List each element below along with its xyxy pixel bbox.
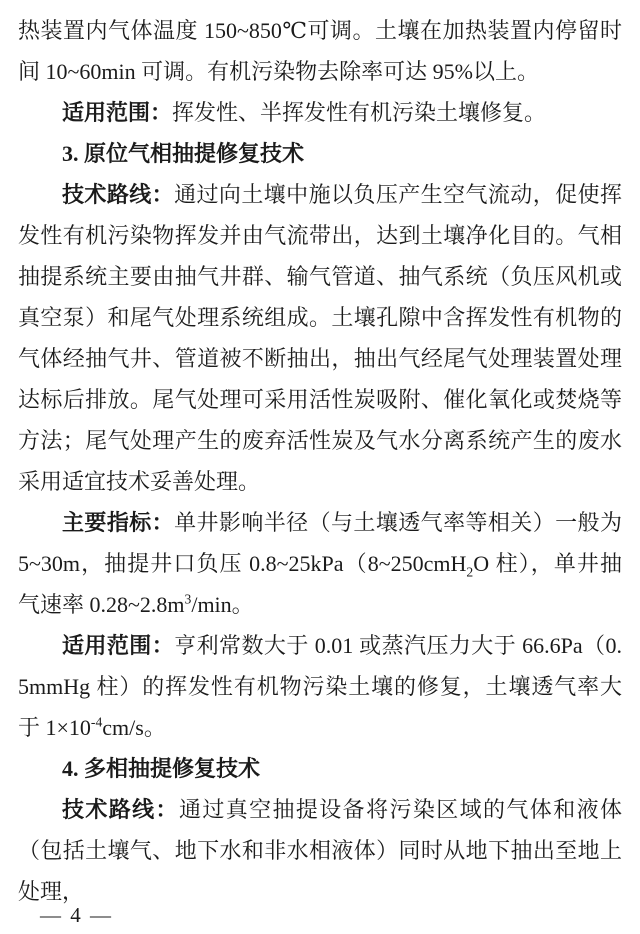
para-continuation-thermal-desorption: [18, 10, 622, 92]
para-indicators-soil-vapor-extraction-run: O 柱），单井抽气速率 0.28~2.8m: [18, 551, 623, 617]
para-indicators-soil-vapor-extraction: [18, 502, 622, 625]
para-continuation-thermal-desorption-run: 热装置内气体温度 150~850℃可调。土壤在加热装置内停留时间 10~60min 可调。有机污染物去除率可达 95%以上。: [18, 18, 622, 84]
heading-4-multiphase-extraction: [18, 748, 622, 789]
para-scope-soil-vapor-extraction-run: -4: [90, 714, 103, 730]
para-indicators-soil-vapor-extraction-run: /min。: [191, 592, 254, 617]
para-scope-soil-vapor-extraction-run: 适用范围：: [62, 633, 175, 658]
para-indicators-soil-vapor-extraction-run: 单井影响半径（与土壤透气率等相关）一般为 5~30m，抽提井口负压 0.8~25kPa（8~250cmH: [18, 510, 622, 576]
para-route-soil-vapor-extraction-run: 技术路线：: [62, 182, 175, 207]
para-scope-soil-vapor-extraction-run: 亨利常数大于 0.01 或蒸汽压力大于 66.6Pa（0.5mmHg 柱）的挥发性有机物污染土壤的修复，土壤透气率大于 1×10: [18, 633, 622, 740]
heading-3-soil-vapor-extraction-run: 3. 原位气相抽提修复技术: [62, 141, 305, 166]
para-scope-thermal-desorption-run: 挥发性、半挥发性有机污染土壤修复。: [172, 100, 547, 125]
para-indicators-soil-vapor-extraction-run: 主要指标：: [62, 510, 175, 535]
page-footer: [40, 903, 113, 928]
para-route-multiphase-extraction-run: 技术路线：: [62, 797, 179, 822]
heading-4-multiphase-extraction-run: 4. 多相抽提修复技术: [62, 756, 261, 781]
para-scope-thermal-desorption: [18, 92, 622, 133]
para-route-soil-vapor-extraction: [18, 174, 622, 502]
para-scope-soil-vapor-extraction: [18, 625, 622, 748]
para-scope-thermal-desorption-run: 适用范围：: [62, 100, 173, 125]
para-route-soil-vapor-extraction-run: 通过向土壤中施以负压产生空气流动，促使挥发性有机污染物挥发并由气流带出，达到土壤净化目的。气相抽提系统主要由抽气井群、输气管道、抽气系统（负压风机或真空泵）和尾气处理系统组成。土壤孔隙中含挥发性有机物的气体经抽气井、管道被不断抽出，抽出气经尾气处理装置处理达标后排放。尾气处理可采用活性炭吸附、催化氧化或焚烧等方法；尾气处理产生的废弃活性炭及气水分离系统产生的废水采用适宜技术妥善处理。: [18, 182, 622, 494]
para-indicators-soil-vapor-extraction-run: 2: [466, 564, 474, 580]
heading-3-soil-vapor-extraction: [18, 133, 622, 174]
para-indicators-soil-vapor-extraction-run: 3: [184, 591, 192, 607]
para-scope-soil-vapor-extraction-run: cm/s。: [102, 715, 166, 740]
para-route-multiphase-extraction-run: 通过真空抽提设备将污染区域的气体和液体（包括土壤气、地下水和非水相液体）同时从地下抽出至地上处理，: [18, 797, 622, 904]
para-route-multiphase-extraction: [18, 789, 622, 912]
page-number: — 4 —: [40, 903, 113, 927]
